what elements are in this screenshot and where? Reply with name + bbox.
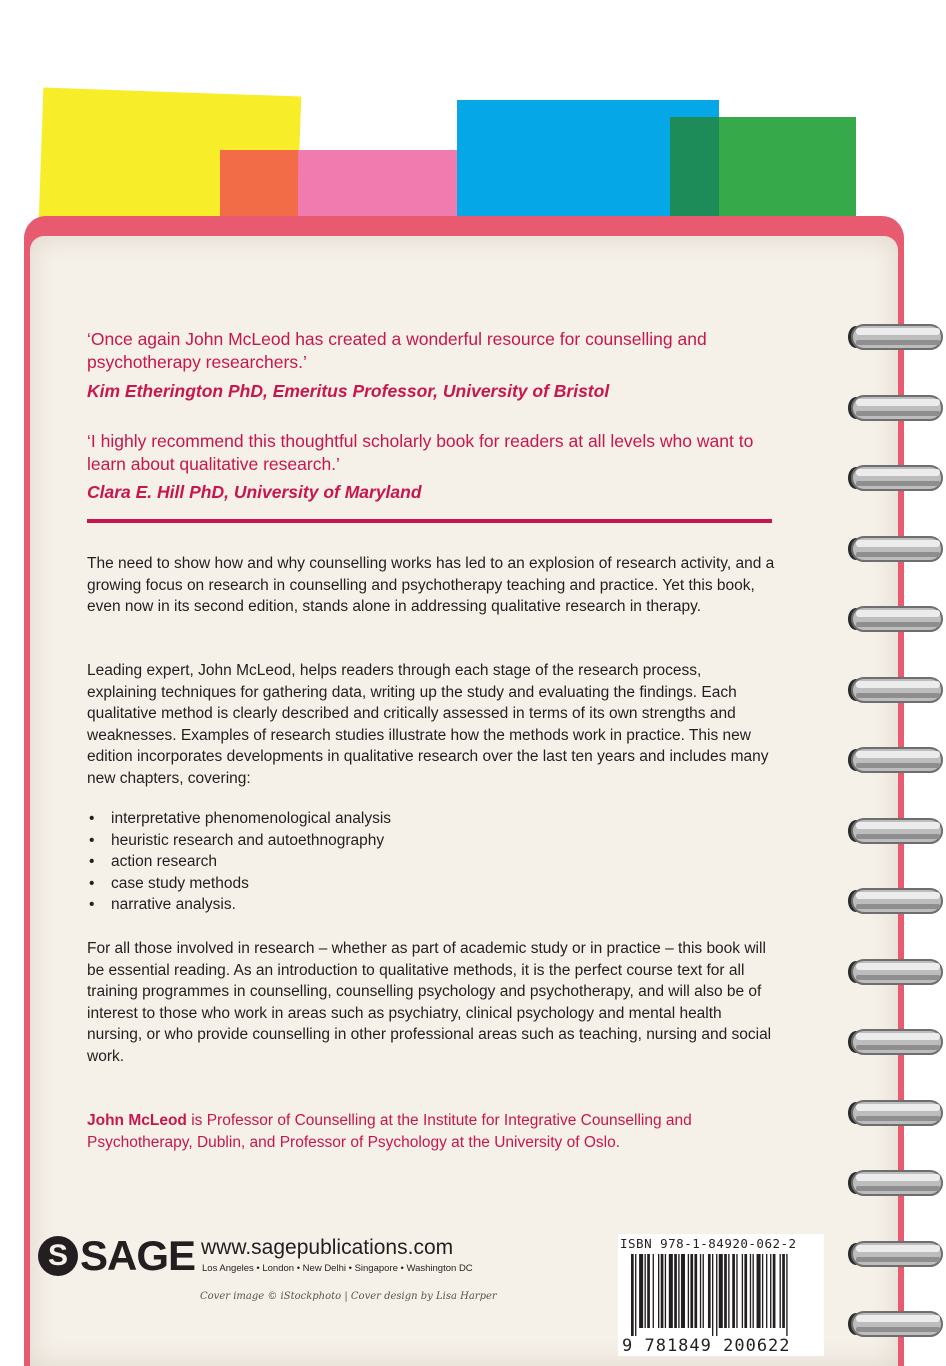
barcode-bar [757, 1254, 761, 1328]
barcode-bar [645, 1254, 646, 1328]
barcode-bar [766, 1254, 767, 1328]
barcode-bars [631, 1254, 815, 1336]
sage-s-icon: S [38, 1236, 78, 1276]
quote-1: ‘Once again John McLeod has created a wonderful resource for counselling and psychotherapy researchers.’ [87, 329, 707, 372]
quote-2: ‘I highly recommend this thoughtful scholarly book for readers at all levels who want to learn about qualitative research.’ [87, 431, 754, 474]
author-bio [87, 1110, 777, 1153]
barcode-bar [716, 1254, 717, 1336]
spiral-coil [842, 743, 946, 777]
author-bio-text: is Professor of Counselling at the Institute for Integrative Counselling and Psychotherapy, Dublin, and Professor of Psychology at the University of Oslo. [87, 1112, 692, 1151]
list-item: • interpretative phenomenological analysis [87, 808, 391, 830]
barcode-bar [732, 1254, 735, 1328]
description-paragraph-3: For all those involved in research – whether as part of academic study or in practice – this book will be essential reading. As an introduction to qualitative methods, it is the perfect course text for all training programmes in counselling, counselling psychology and psychotherapy, and will also be of interest to those who work in areas such as psychiatry, clinical psychology and mental health nursing, or who provide counselling in other professional areas such as teaching, nursing and social work. [87, 940, 772, 1065]
barcode-bar [669, 1254, 673, 1328]
barcode-bar [653, 1254, 654, 1328]
publisher-cities: Los Angeles • London • New Delhi • Singapore • Washington DC [202, 1263, 473, 1274]
barcode-bar [690, 1254, 693, 1328]
barcode-bar [728, 1254, 729, 1328]
barcode-bar [639, 1254, 643, 1328]
spiral-coil [842, 391, 946, 425]
barcode-bar [688, 1254, 689, 1328]
spiral-coil [842, 1237, 946, 1271]
notebook-page [30, 236, 898, 1366]
barcode-bar [762, 1254, 763, 1328]
description-paragraph-2: Leading expert, John McLeod, helps readers through each stage of the research process, explaining techniques for gathering data, writing up the study and evaluating the findings. Each qualitative method is clearly described and critically assessed in terms of its own strengths and weaknesses. Examples of research studies illustrate how the methods work in practice. This new edition incorporates developments in qualitative research over the last ten years and includes many new chapters, covering: [87, 662, 769, 787]
barcode-bar [724, 1254, 727, 1328]
barcode-bar [708, 1254, 711, 1328]
sage-wordmark: SAGE [80, 1232, 196, 1279]
barcode-bar [753, 1254, 754, 1328]
spiral-coil [842, 1025, 946, 1059]
barcode-bar [712, 1254, 713, 1336]
list-item: • case study methods [87, 873, 391, 895]
spiral-coil [842, 814, 946, 848]
barcode-bar [694, 1254, 697, 1328]
isbn-label: ISBN 978-1-84920-062-2 [620, 1236, 797, 1251]
spiral-coil [842, 1096, 946, 1130]
barcode-bar [703, 1254, 704, 1328]
barcode-bar [635, 1254, 636, 1336]
spiral-coil [842, 955, 946, 989]
barcode-bar [744, 1254, 747, 1328]
quote-1-attribution: Kim Etherington PhD, Emeritus Professor, University of Bristol [87, 381, 610, 401]
list-item: • action research [87, 851, 391, 873]
barcode-bar [674, 1254, 677, 1328]
barcode-digits: 9 781849 200622 [622, 1336, 791, 1356]
barcode-bar [780, 1254, 781, 1328]
barcode-bar [678, 1254, 679, 1328]
barcode-bar [719, 1254, 723, 1328]
cover-credit: Cover image © iStockphoto | Cover design by Lisa Harper [200, 1291, 497, 1302]
description-paragraph-1: The need to show how and why counselling works has led to an explosion of research activity, and a growing focus on research in counselling and psychotherapy teaching and practice. Yet this book, even now in its second edition, stands alone in addressing qualitative research in therapy. [87, 555, 775, 615]
divider-rule [87, 519, 772, 523]
publisher-url[interactable]: www.sagepublications.com [201, 1236, 454, 1259]
list-item: • heuristic research and autoethnography [87, 830, 391, 852]
spiral-coil [842, 673, 946, 707]
barcode-bar [742, 1254, 743, 1328]
barcode-bar [681, 1254, 685, 1328]
chapter-list [87, 808, 391, 916]
barcode-bar [736, 1254, 737, 1328]
barcode-bar [750, 1254, 751, 1328]
barcode-bar [661, 1254, 664, 1328]
barcode-bar [658, 1254, 659, 1328]
barcode-bar [773, 1254, 776, 1328]
spiral-coil [842, 320, 946, 354]
barcode-bar [631, 1254, 634, 1336]
spiral-coil [842, 1166, 946, 1200]
barcode-bar [665, 1254, 666, 1328]
author-name: John McLeod [87, 1112, 187, 1129]
barcode-bar [647, 1254, 650, 1328]
list-item: • narrative analysis. [87, 894, 391, 916]
barcode-bar [782, 1254, 785, 1328]
spiral-coil [842, 461, 946, 495]
barcode-bar [786, 1254, 787, 1336]
spiral-coil [842, 884, 946, 918]
spiral-coil [842, 532, 946, 566]
spiral-coil [842, 602, 946, 636]
quote-2-attribution: Clara E. Hill PhD, University of Maryland [87, 482, 422, 502]
barcode-bar [770, 1254, 771, 1328]
barcode-bar [700, 1254, 701, 1328]
spiral-coil [842, 1307, 946, 1341]
sage-logo [38, 1233, 195, 1279]
